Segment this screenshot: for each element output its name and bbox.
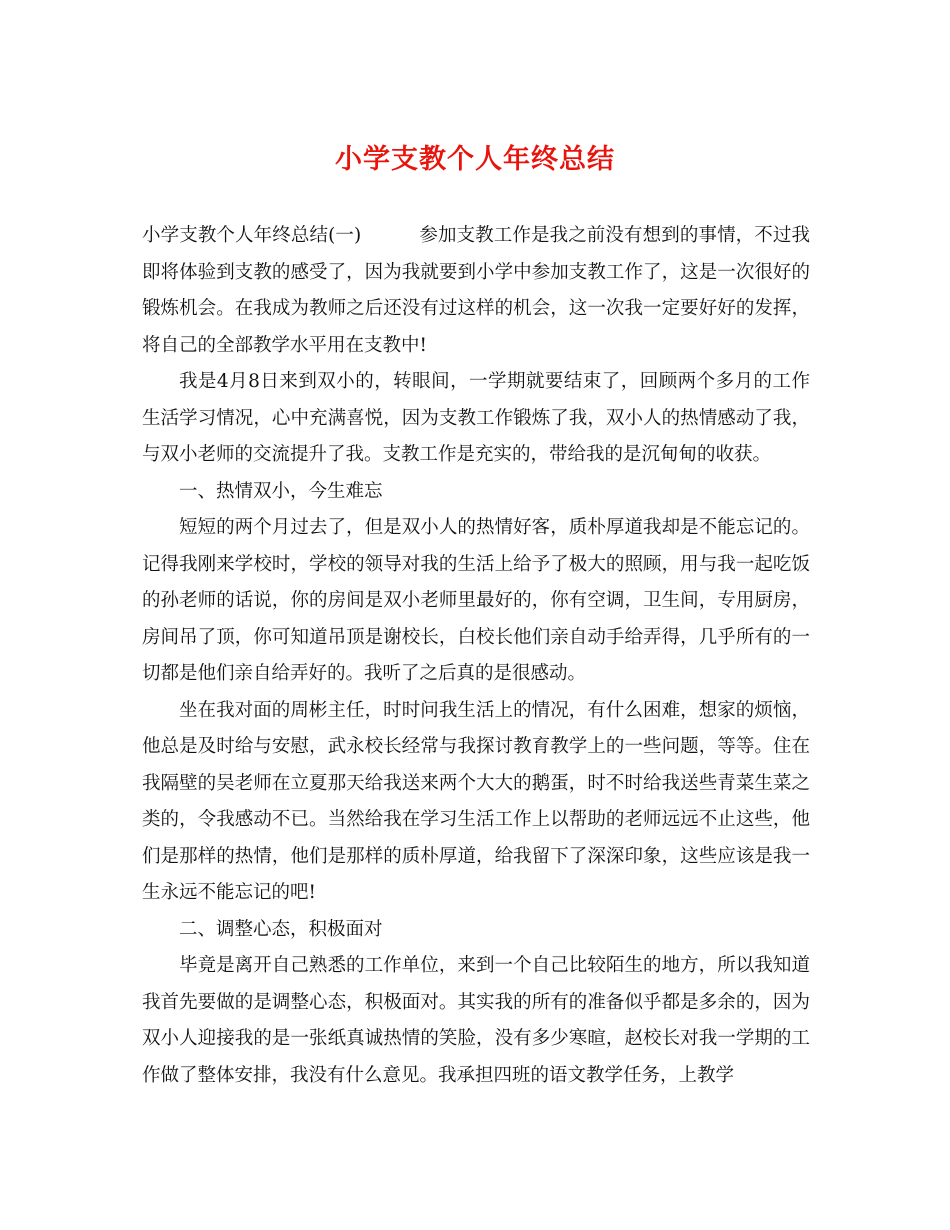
section-heading-1: 一、热情双小，今生难忘 [179,480,383,502]
section-heading-2: 二、调整心态，积极面对 [179,918,383,940]
paragraph-3: 坐在我对面的周彬主任，时时问我生活上的情况，有什么困难，想家的烦恼，他总是及时给与安慰，武永校长经常与我探讨教育教学上的一些问题，等等。住在我隔壁的吴老师在立夏那天给我送来两个大大的鹅蛋，时不时给我送些青菜生菜之类的，令我感动不已。当然给我在学习生活工作上以帮助的老师远远不止这些，他们是那样的热情，他们是那样的质朴厚道，给我留下了深深印象，这些应该是我一生永远不能忘记的吧! [142,699,810,903]
paragraph-1: 我是4月8日来到双小的，转眼间，一学期就要结束了，回顾两个多月的工作生活学习情况，心中充满喜悦，因为支教工作锻炼了我，双小人的热情感动了我，与双小老师的交流提升了我。支教工作是充实的，带给我的是沉甸甸的收获。 [142,371,810,465]
document-body [142,218,810,1094]
intro-paragraph [142,218,810,364]
intro-label: 小学支教个人年终总结(一) [142,225,362,246]
intro-text: 参加支教工作是我之前没有想到的事情，不过我即将体验到支教的感受了，因为我就要到小学中参加支教工作了，这是一次很好的锻炼机会。在我成为教师之后还没有过这样的机会，这一次我一定要好好的发挥，将自己的全部教学水平用在支教中! [142,225,810,356]
paragraph-2: 短短的两个月过去了，但是双小人的热情好客，质朴厚道我却是不能忘记的。记得我刚来学校时，学校的领导对我的生活上给予了极大的照顾，用与我一起吃饭的孙老师的话说，你的房间是双小老师里最好的，你有空调，卫生间，专用厨房，房间吊了顶，你可知道吊顶是谢校长，白校长他们亲自动手给弄得，几乎所有的一切都是他们亲自给弄好的。我听了之后真的是很感动。 [142,517,810,684]
paragraph-4: 毕竟是离开自己熟悉的工作单位，来到一个自己比较陌生的地方，所以我知道我首先要做的是调整心态，积极面对。其实我的所有的准备似乎都是多余的，因为双小人迎接我的是一张纸真诚热情的笑脸，没有多少寒暄，赵校长对我一学期的工作做了整体安排，我没有什么意见。我承担四班的语文教学任务，上教学 [142,955,810,1086]
document-title: 小学支教个人年终总结 [335,144,615,175]
